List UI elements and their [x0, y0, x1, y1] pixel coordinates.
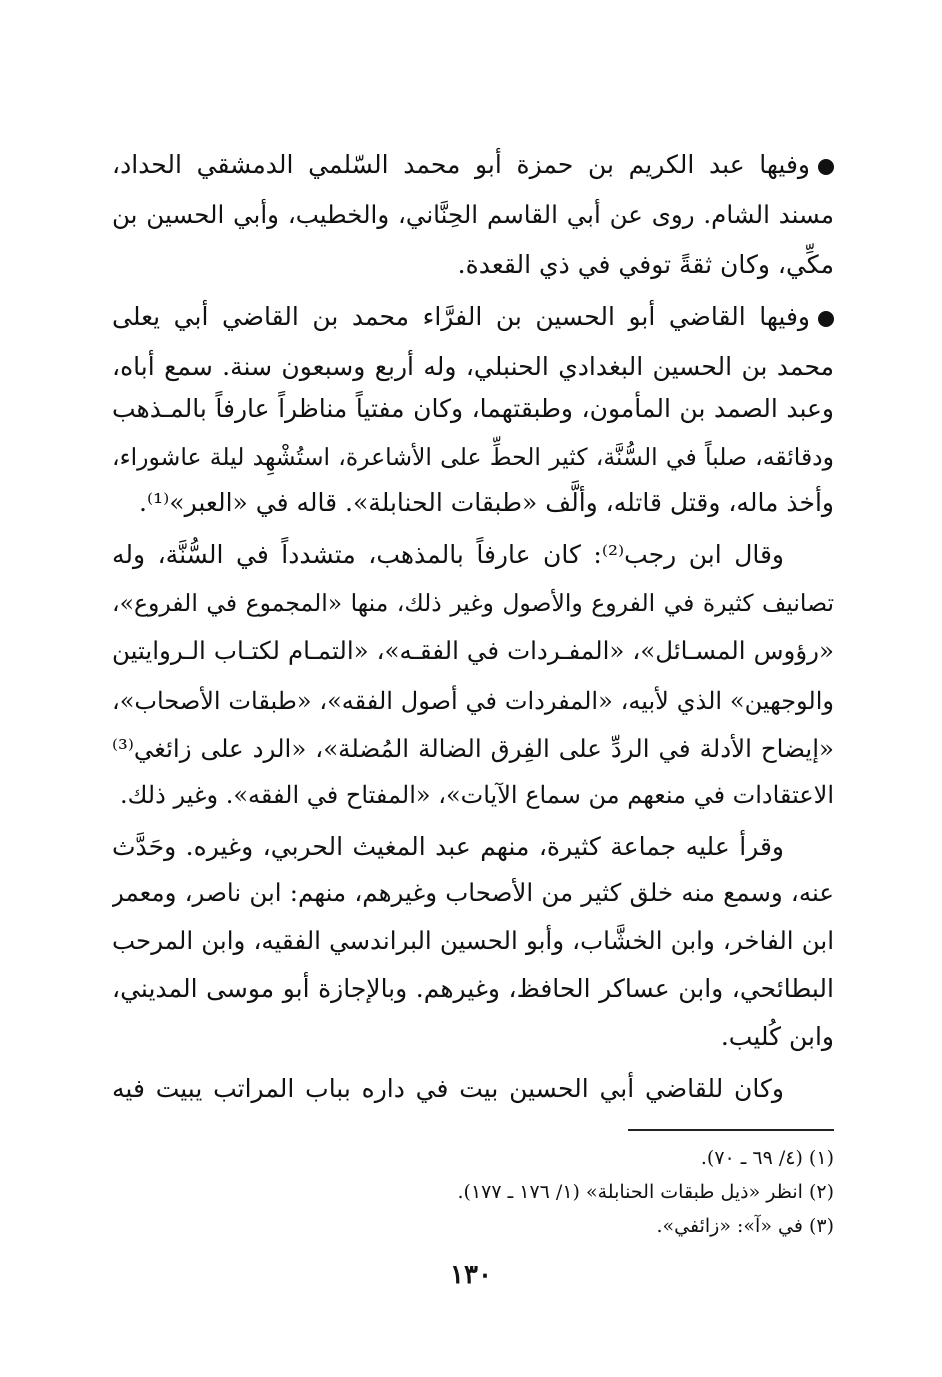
text-line: محمد بن الحسين البغدادي الحنبلي، وله أربع وسبعون سنة. سمع أباه،	[112, 352, 834, 381]
text-line: عنه، وسمع منه خلق كثير من الأصحاب وغيرهم، منهم: ابن ناصر، ومعمر	[112, 878, 834, 907]
text-line: وكان للقاضي أبي الحسين بيت في داره بباب المراتب يبيت فيه	[112, 1074, 784, 1103]
text-line	[112, 140, 834, 190]
footnote: (١) (٤/ ٦٩ ـ ٧٠).	[700, 1147, 834, 1169]
text-line: والوجهين» الذي لأبيه، «المفردات في أصول الفقه»، «طبقات الأصحاب»،	[112, 687, 834, 715]
footnote: (٢) انظر «ذيل طبقات الحنابلة» (١/ ١٧٦ ـ ١٧٧).	[457, 1181, 834, 1203]
footnote: (٣) في «آ»: «زائفي».	[656, 1215, 834, 1237]
text-line: مسند الشام. روى عن أبي القاسم الحِنَّاني، والخطيب، وأبي الحسين بن	[112, 200, 834, 229]
text-line: وقرأ عليه جماعة كثيرة، منهم عبد المغيث الحربي، وغيره. وحَدَّث	[112, 832, 784, 861]
footnote-separator	[628, 1129, 834, 1131]
text-line: وأخذ ماله، وقتل قاتله، وألَّف «طبقات الحنابلة». قاله في «العبر»⁽¹⁾.	[139, 488, 834, 517]
line-text: وفيها عبد الكريم بن حمزة أبو محمد السّلمي الدمشقي الحداد،	[112, 150, 810, 179]
text-line: وابن كُليب.	[720, 1022, 834, 1051]
text-line: «رؤوس المسـائل»، «المفـردات في الفقـه»، «التمـام لكتـاب الـروايتين	[112, 636, 834, 665]
text-line: مكِّي، وكان ثقةً توفي في ذي القعدة.	[457, 250, 834, 279]
bullet-icon	[818, 159, 834, 175]
page-number: ١٣٠	[450, 1260, 492, 1290]
text-line	[112, 292, 834, 342]
text-line: وقال ابن رجب⁽²⁾: كان عارفاً بالمذهب، متشدداً في السُّنَّة، وله	[112, 540, 784, 569]
text-line: البطائحي، وابن عساكر الحافظ، وغيرهم. وبالإجازة أبو موسى المديني،	[112, 974, 834, 1003]
text-line: تصانيف كثيرة في الفروع والأصول وغير ذلك، منها «المجموع في الفروع»،	[112, 589, 834, 617]
text-line: ابن الفاخر، وابن الخشَّاب، وأبو الحسين البراندسي الفقيه، وابن المرحب	[112, 926, 834, 955]
text-line: الاعتقادات في منعهم من سماع الآيات»، «المفتاح في الفقه». وغير ذلك.	[119, 781, 834, 809]
text-line: ودقائقه، صلباً في السُّنَّة، كثير الحطِّ على الأشاعرة، استُشْهِد ليلة عاشوراء،	[112, 443, 834, 471]
text-line: «إيضاح الأدلة في الردِّ على الفِرق الضالة المُضلة»، «الرد على زائغي⁽³⁾	[112, 734, 834, 763]
text-line: وعبد الصمد بن المأمون، وطبقتهما، وكان مفتياً مناظراً عارفاً بالمـذهب	[112, 394, 834, 423]
bullet-icon	[818, 311, 834, 327]
line-text: وفيها القاضي أبو الحسين بن الفرَّاء محمد بن القاضي أبي يعلى	[112, 302, 810, 331]
